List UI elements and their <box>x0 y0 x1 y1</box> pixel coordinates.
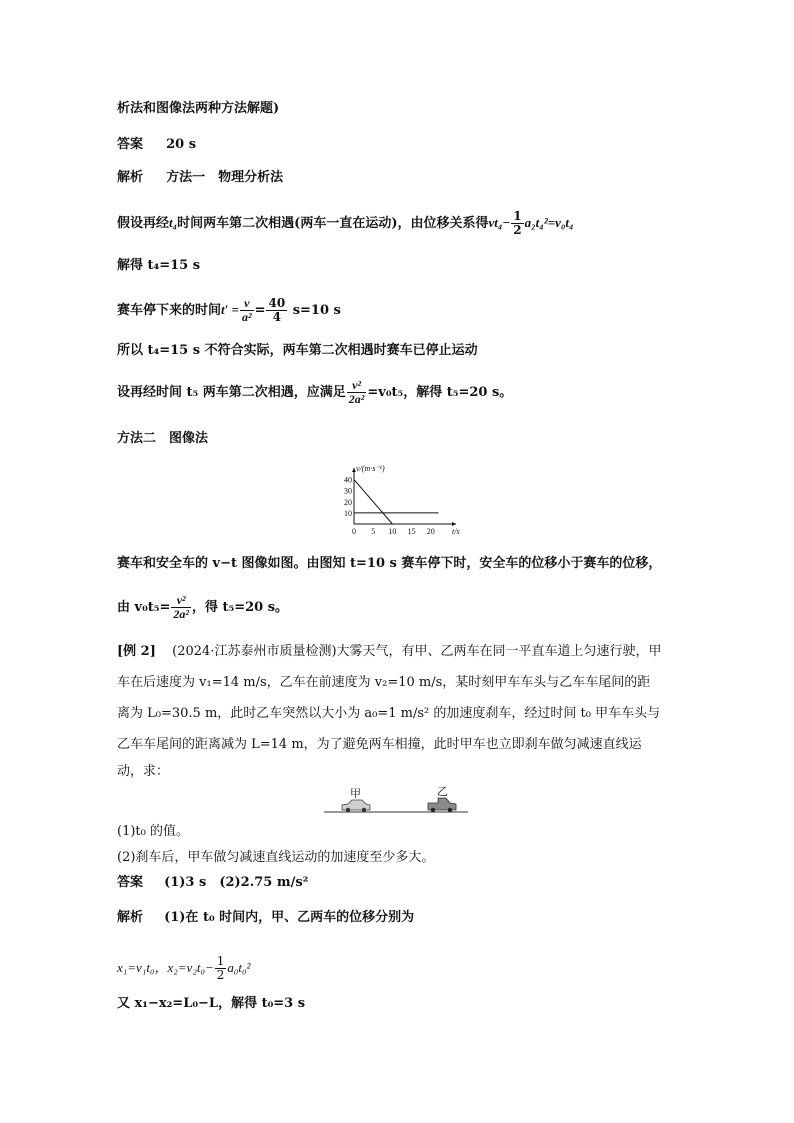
y-tick-label: 20 <box>344 497 352 507</box>
line-6-pre: 赛车停下来的时间 <box>117 303 222 318</box>
x-tick-label: 10 <box>388 527 397 536</box>
f2-num: 40 <box>268 296 286 310</box>
analysis-line <box>117 169 283 187</box>
half-fraction-2 <box>215 955 227 982</box>
line-4-pre: 假设再经 <box>117 216 170 231</box>
line-11-post: ，得 t₅=20 s。 <box>191 600 289 615</box>
line-10: 赛车和安全车的 v−t 图像如图。由图知 t=10 s 赛车停下时，安全车的位移小于赛车的位移， <box>117 556 662 571</box>
x-tick-label: 15 <box>407 527 416 536</box>
vt-chart-svg <box>330 462 460 542</box>
y-axis-label: v/(m·s⁻¹) <box>356 464 385 473</box>
car-yi-label: 乙 <box>437 786 448 798</box>
fraction-40-4 <box>266 297 287 324</box>
t4-symbol: t₄ <box>169 215 178 230</box>
question-1: (1)t₀ 的值。 <box>117 824 189 839</box>
half-den: 2 <box>513 223 522 237</box>
f4-den: 2a² <box>173 607 189 621</box>
answer-label: 答案 <box>117 137 144 152</box>
cars-svg <box>320 786 470 816</box>
tprime-symbol: t′ = <box>221 302 239 317</box>
f4-num: v² <box>171 594 191 608</box>
line-8 <box>117 379 512 406</box>
analysis2-label: 解析 <box>117 910 144 925</box>
answer2-label: 答案 <box>117 875 144 890</box>
line-11 <box>117 594 288 621</box>
line-8-pre: 设再经时间 t₅ 两车第二次相遇，应满足 <box>117 385 346 400</box>
example-line-5: 动，求： <box>117 764 170 779</box>
half-num: 1 <box>513 209 522 223</box>
analysis-label: 解析 <box>117 170 144 185</box>
fraction-v2-2a2-b <box>171 594 191 621</box>
half-fraction <box>511 210 523 237</box>
f2-den: 4 <box>272 310 281 324</box>
line-4 <box>117 210 574 237</box>
x-axis-arrow <box>452 522 456 526</box>
line-6: 赛车停下来的时间t′ = $\frac{v}{\text{a²}}$ = $\frac{40}{4}$ s=10 s <box>117 296 341 324</box>
method2-title: 方法二 图像法 <box>117 431 209 446</box>
y-tick-label: 10 <box>344 508 352 518</box>
answer-line <box>117 136 196 154</box>
last-line: 又 x₁−x₂=L₀−L，解得 t₀=3 s <box>117 996 306 1011</box>
car-yi <box>428 798 456 812</box>
example-line-4: 乙车车尾间的距离减为 L=14 m，为了避免两车相撞，此时甲车也立即刹车做匀减速直线运 <box>117 737 642 752</box>
answer2-value: (1)3 s (2)2.75 m/s² <box>164 875 309 890</box>
analysis2-line <box>117 909 414 927</box>
x-tick-label: 0 <box>352 527 356 536</box>
half2-num: 1 <box>216 954 225 968</box>
y-tick-label: 40 <box>344 475 352 485</box>
y-tick-label: 30 <box>344 486 352 496</box>
example-line-1 <box>117 643 662 661</box>
car-jia-label: 甲 <box>350 787 361 800</box>
example-line-2: 车在后速度为 v₁=14 m/s，乙车在前速度为 v₂=10 m/s，某时刻甲车车头与乙车车尾间的距 <box>117 675 651 690</box>
line-1: 析法和图像法两种方法解题) <box>117 101 280 116</box>
f3-den: 2a² <box>348 392 365 406</box>
f1-den: a² <box>241 310 252 324</box>
fraction-v2-2a2 <box>347 379 367 406</box>
eq1-rhs: a₂t₄²=v₀t₄ <box>524 215 574 230</box>
line-5: 解得 t₄=15 s <box>117 258 201 273</box>
car-jia <box>342 800 370 812</box>
analysis2-text: (1)在 t₀ 时间内，甲、乙两车的位移分别为 <box>164 910 415 925</box>
line-11-pre: 由 v₀t₅= <box>117 600 171 615</box>
line-8-post: =v₀t₅，解得 t₅=20 s。 <box>367 385 513 400</box>
f1-num: v <box>240 297 254 311</box>
example-label: [例 2] <box>117 644 156 659</box>
cars-figure <box>320 786 470 816</box>
fraction-v-a <box>240 297 254 324</box>
f3-num: v² <box>347 379 367 393</box>
x-tick-label: 5 <box>371 527 376 536</box>
displacement-equation <box>117 955 250 982</box>
eq-x-post: a₀t₀² <box>227 960 251 975</box>
x-tick-label: 20 <box>426 527 435 536</box>
series-line-1 <box>354 480 392 524</box>
half2-den: 2 <box>216 968 225 982</box>
line-7: 所以 t₄=15 s 不符合实际，两车第二次相遇时赛车已停止运动 <box>117 343 478 358</box>
x-axis-label: t/s <box>452 527 460 536</box>
line-6-eq: s=10 s <box>292 303 341 318</box>
line-4-mid: 时间两车第二次相遇(两车一直在运动)，由位移关系得 <box>177 216 489 231</box>
example-text-1: (2024·江苏泰州市质量检测)大雾天气，有甲、乙两车在同一平直车道上匀速行驶，甲 <box>172 644 662 659</box>
question-2: (2)刹车后，甲车做匀减速直线运动的加速度至少多大。 <box>117 850 435 865</box>
vt-chart <box>330 462 460 542</box>
method1-title: 方法一 物理分析法 <box>166 170 284 185</box>
eq-x-pre: x₁=v₁t₀，x₂=v₂t₀− <box>117 960 214 975</box>
answer-value: 20 s <box>166 137 197 152</box>
answer2-line <box>117 874 308 892</box>
eq1-lhs: vt₄− <box>488 215 511 230</box>
example-line-3: 离为 L₀=30.5 m，此时乙车突然以大小为 a₀=1 m/s² 的加速度刹车，经过时间 t₀ 甲车车头与 <box>117 706 661 721</box>
